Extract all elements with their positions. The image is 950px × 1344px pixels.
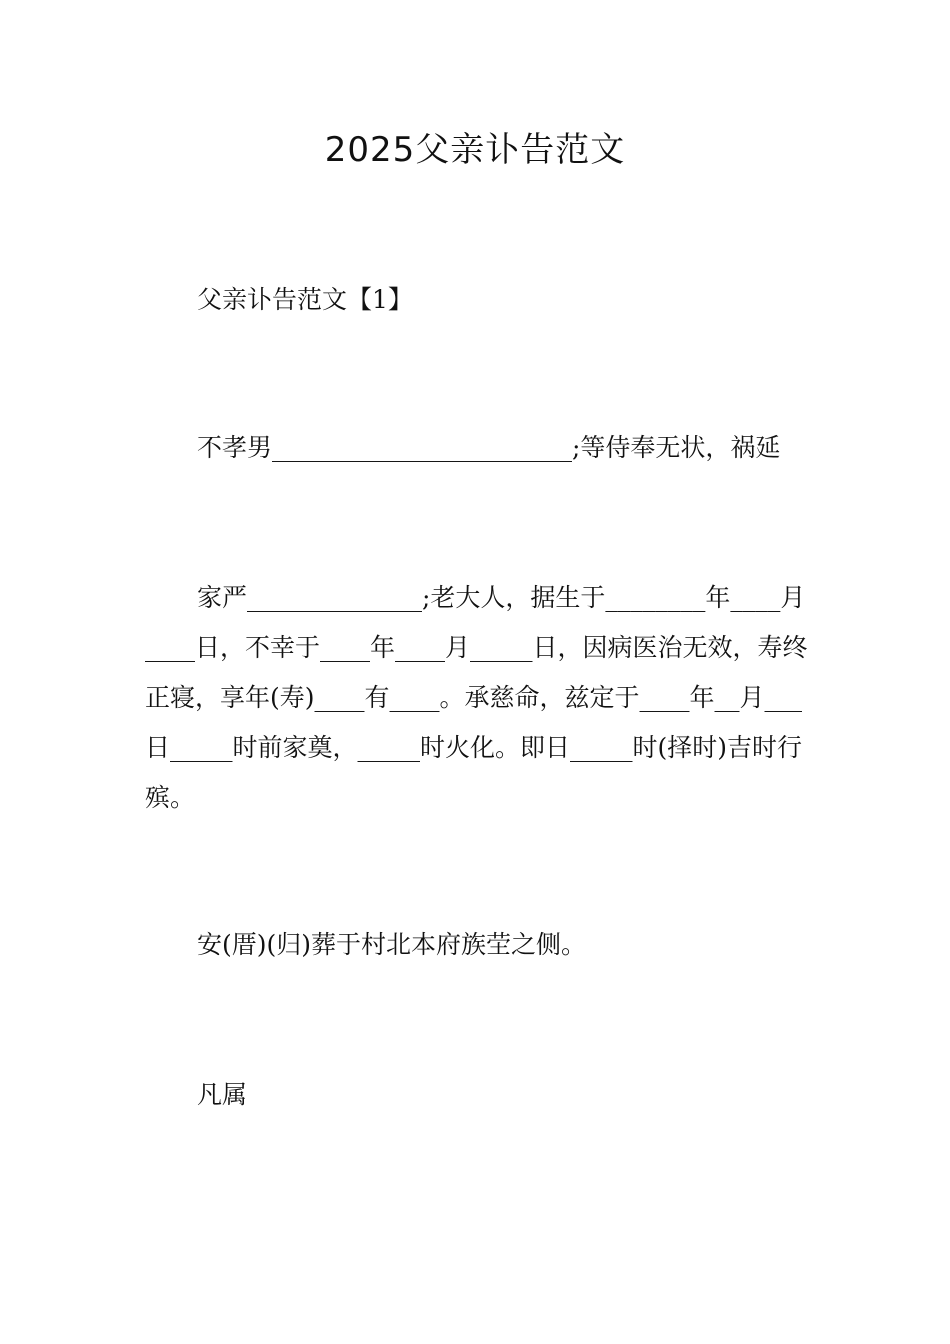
section-heading: [145, 275, 810, 325]
paragraph-text: 凡属: [197, 1080, 248, 1109]
paragraph: [145, 423, 810, 473]
paragraph-text: 不孝男________________________;等侍奉无状，祸延: [197, 433, 781, 462]
paragraph-text: 家严______________;老大人，据生于________年____月____日，不幸于____年____月_____日，因病医治无效，寿终正寝，享年(寿)____有____。承慈命，兹定于____年__月___日_____时前家奠，_____时火化。即日_____时(择时)吉时行殡。: [145, 583, 808, 812]
paragraph-text: 父亲讣告范文【1】: [197, 285, 413, 314]
paragraph: [145, 920, 810, 970]
paragraph: [145, 573, 810, 823]
paragraph: [145, 1070, 810, 1120]
page-title: 2025父亲讣告范文: [324, 130, 626, 170]
paragraph-text: 安(厝)(归)葬于村北本府族茔之侧。: [197, 930, 587, 959]
